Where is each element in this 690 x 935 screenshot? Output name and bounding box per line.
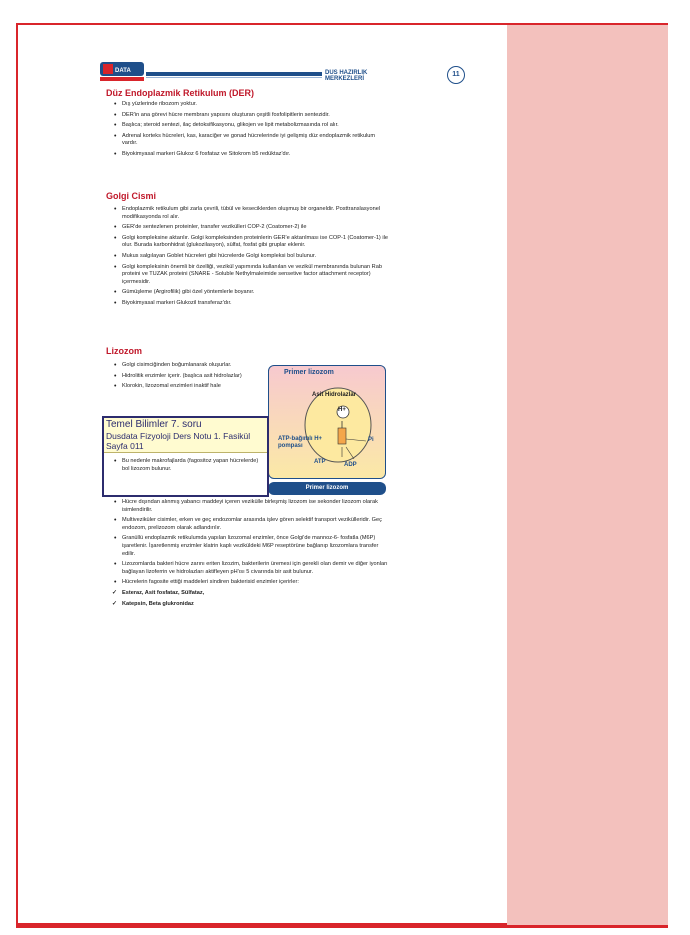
page-header [100,60,460,82]
lysosome-figure [268,365,386,495]
list-item: • Multiveziküler cisimler, erken ve geç endozomlar arasında işlev gören selektif transport vezikülleridir. Geç endozom, prelizozom olarak adlandırılır. [98,517,390,532]
list-item: • Golgi cisimciğinden boğumlanarak oluşurlar. [98,362,263,370]
der-list [98,101,390,162]
list-item: • Adrenal korteks hücreleri, kas, karaciğer ve gonad hücrelerinde iyi gelişmiş düz endoplazmik retikulum vardır. [98,133,390,148]
list-item: • Hücrelerin fagosite ettiği maddeleri sindiren bakterisid enzimler içerirler: [98,579,390,587]
list-item: • DER'in ana görevi hücre membranı yapısını oluşturan çeşitli fosfolipitlerin sentezidir. [98,112,390,120]
lizozom-list [98,499,390,611]
figure-pi-label: Pi [368,437,374,443]
page-number: 11 [447,66,465,84]
dusdata-logo [100,60,144,82]
lysosome-diagram [268,365,386,477]
figure-pump-label: ATP-bağımlı H+ pompası [278,436,323,449]
list-item: • Hidrolitik enzimler içerir. (başlıca asit hidrolazlar) [98,373,263,381]
figure-title: Primer lizozom [284,369,334,376]
annotation-line-2: Dusdata Fizyoloji Ders Notu 1. Fasikül [106,431,251,441]
list-item: • Lizozomlarda bakteri hücre zarını eriten lizozim, bakterilerin üremesi için gerekli olan demir ve diğer iyonları bağlayan lizoferrin ve hidrolazları aktifleyen pH'ısı 5 civarında bir asit bulunur. [98,561,390,576]
header-tag: DUS HAZIRLIK MERKEZLERİ [322,70,395,82]
section-title-lizozom: Lizozom [106,346,142,356]
list-item: • Biyokimyasal markeri Glukoz 6 fosfataz ve Sitokrom b5 redüktaz'dır. [98,151,390,159]
list-item: • Bu nedenle makrofajlarda (fagositoz yapan hücrelerde) bol lizozom bulunur. [98,458,263,473]
annotation-box[interactable] [102,416,269,497]
list-item: • Hücre dışından alınmış yabancı maddeyi içeren vezikülle birleşmiş lizozom ise sekonder lizozom olarak isimlendirilir. [98,499,390,514]
figure-inner-label: Asit Hidrolazlar [312,392,357,398]
list-item: • Mukus salgılayan Goblet hücreleri gibi hücrelerde Golgi kompleksi bol bulunur. [98,253,390,261]
list-item: • Endoplazmik retikulum gibi zarla çevrili, tübül ve keseciklerden oluşmuş bir organeldir. Posttranslasyonel modifikasyonda rol alır. [98,206,390,221]
list-item: • Başlıca; steroid sentezi, ilaç detoksifikasyonu, glikojen ve lipit metabolizmasında rol alır. [98,122,390,130]
list-item: • GER'de sentezlenen proteinler, transfer vezikülleri COP-2 (Coatomer-2) ile [98,224,390,232]
annotation-line-1: Temel Bilimler 7. soru [106,419,202,430]
golgi-list [98,206,390,311]
figure-ion-label: H+ [338,407,346,413]
section-title-der: Düz Endoplazmik Retikulum (DER) [106,88,255,98]
figure-caption: Primer lizozom [268,482,386,495]
check-item: ✓ Katepsin, Beta glukronidaz [98,601,390,609]
figure-atp-label: ATP [314,459,326,465]
list-item: • Klorokin, lizozomal enzimleri inaktif hale [98,383,263,391]
annotation-line-3: Sayfa 011 [106,441,144,451]
side-panel [507,25,668,925]
lizozom-left-list [98,362,263,394]
svg-text:DATA: DATA [115,68,131,74]
list-item: • Dış yüzlerinde ribozom yoktur. [98,101,390,109]
list-item: • Golgi kompleksinin önemli bir özelliği, vezikül yapımında kullanılan ve vezikül membranında bulunan Rab proteini ve TUZAK proteini (SNARE - Soluble Nethylmaleimide sensetive factor attachment receptor) içermesidir. [98,264,390,287]
list-item: • Biyokimyasal markeri Glukozil transferaz'dır. [98,300,390,308]
list-item: • Gümüşleme (Argirofilik) gibi özel yöntemlerle boyanır. [98,289,390,297]
figure-adp-label: ADP [344,462,357,468]
check-item: ✓ Esteraz, Asit fosfataz, Sülfataz, [98,590,390,598]
list-item: • Golgi kompleksine aktarılır. Golgi kompleksinden proteinlerin GER'e aktarılması ise COP-1 (Coatomer-1) ile olur. Burada karbonhidrat (glukozilasyon), sülfat, fosfat gibi gruplar eklenir. [98,235,390,250]
list-item: • Granüllü endoplazmik retikulumda yapılan lizozomal enzimler, önce Golgi'de mannoz-6- fosfatla (M6P) işaretlenir. İşaretlenmiş enzimler klatrin kaplı veziküldeki M6P reseptörüne bağlanıp lizozomlara transfer edilir. [98,535,390,558]
section-title-golgi: Golgi Cismi [106,191,157,201]
